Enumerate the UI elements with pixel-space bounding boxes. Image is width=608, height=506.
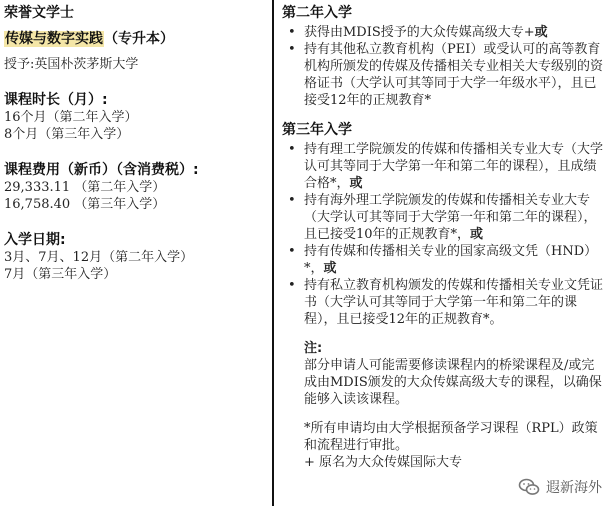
intake-line: 3月、7月、12月（第二年入学）: [4, 250, 194, 265]
requirement-text: 持有其他私立教育机构（PEI）或受认可的高等教育机构所颁发的传媒及传播相关专业相关大专级别的资格证书（大学认可其等同于大学一年级水平），且已接受12年的正规教育*: [304, 42, 604, 108]
bullet-icon: •: [288, 278, 296, 293]
awarding-university: 授予:英国朴茨茅斯大学: [4, 57, 139, 72]
bullet-icon: •: [288, 244, 296, 259]
program-title: [4, 30, 266, 48]
list-item: [282, 277, 604, 328]
program-name: 传媒与数字实践: [5, 31, 103, 47]
year3-requirements: [282, 141, 604, 328]
requirement-text: 持有传媒和传播相关专业的国家高级文凭（HND）*，: [304, 244, 598, 276]
program-summary: [4, 4, 266, 283]
requirement-text: 持有私立教育机构颁发的传媒和传播相关专业文凭证书（大学认可其等同于大学第一年和第二年的课程），且已接受12年的正规教育*。: [304, 278, 604, 327]
list-item: [282, 243, 604, 277]
note-title: 注:: [304, 341, 323, 356]
footnote: *所有申请均由大学根据预备学习课程（RPL）政策和流程进行审批。: [304, 421, 598, 453]
wechat-icon: [518, 476, 540, 498]
or-label: 或: [534, 25, 548, 40]
watermark-text: 遐新海外: [546, 480, 602, 496]
bullet-icon: •: [288, 142, 296, 157]
fee-line: 29,333.11 （第二年入学）: [4, 180, 166, 195]
fees-title: 课程费用（新币）（含消费税）:: [4, 162, 199, 178]
degree-title: 荣誉文学士: [4, 5, 74, 21]
bullet-icon: •: [288, 42, 296, 57]
or-label: 或: [470, 227, 484, 242]
intake-line: 7月（第三年入学）: [4, 267, 117, 282]
list-item: [282, 24, 604, 41]
requirement-text: 持有理工学院颁发的传媒和传播相关专业大专（大学认可其等同于大学第一年和第二年的课程），且成绩合格*，: [304, 142, 604, 191]
year2-requirements: [282, 24, 604, 109]
bullet-icon: •: [288, 193, 296, 208]
or-label: 或: [323, 261, 337, 276]
column-divider: [272, 0, 274, 506]
requirement-text: 持有海外理工学院颁发的传媒和传播相关专业大专（大学认可其等同于大学第一年和第二年的课程），且已接受10年的正规教育*，: [304, 193, 597, 242]
footnote: + 原名为大众传媒国际大专: [304, 455, 463, 470]
requirement-text: 获得由MDIS授予的大众传媒高级大专+: [304, 25, 535, 40]
or-label: 或: [349, 176, 363, 191]
intakes-title: 入学日期:: [4, 232, 66, 248]
fee-line: 16,758.40 （第三年入学）: [4, 197, 166, 212]
list-item: [282, 141, 604, 192]
year3-title: 第三年入学: [282, 122, 352, 138]
duration-line: 8个月（第三年入学）: [4, 127, 130, 142]
program-suffix: （专升本）: [104, 31, 174, 47]
bullet-icon: •: [288, 25, 296, 40]
entry-requirements: [282, 4, 604, 471]
list-item: [282, 41, 604, 109]
watermark: [518, 476, 602, 498]
duration-title: 课程时长（月）:: [4, 92, 108, 108]
list-item: [282, 192, 604, 243]
duration-line: 16个月（第二年入学）: [4, 110, 138, 125]
year2-title: 第二年入学: [282, 5, 352, 21]
note-body: 部分申请人可能需要修读课程内的桥梁课程及/或完成由MDIS颁发的大众传媒高级大专的课程，以确保能够入读该课程。: [304, 358, 602, 407]
